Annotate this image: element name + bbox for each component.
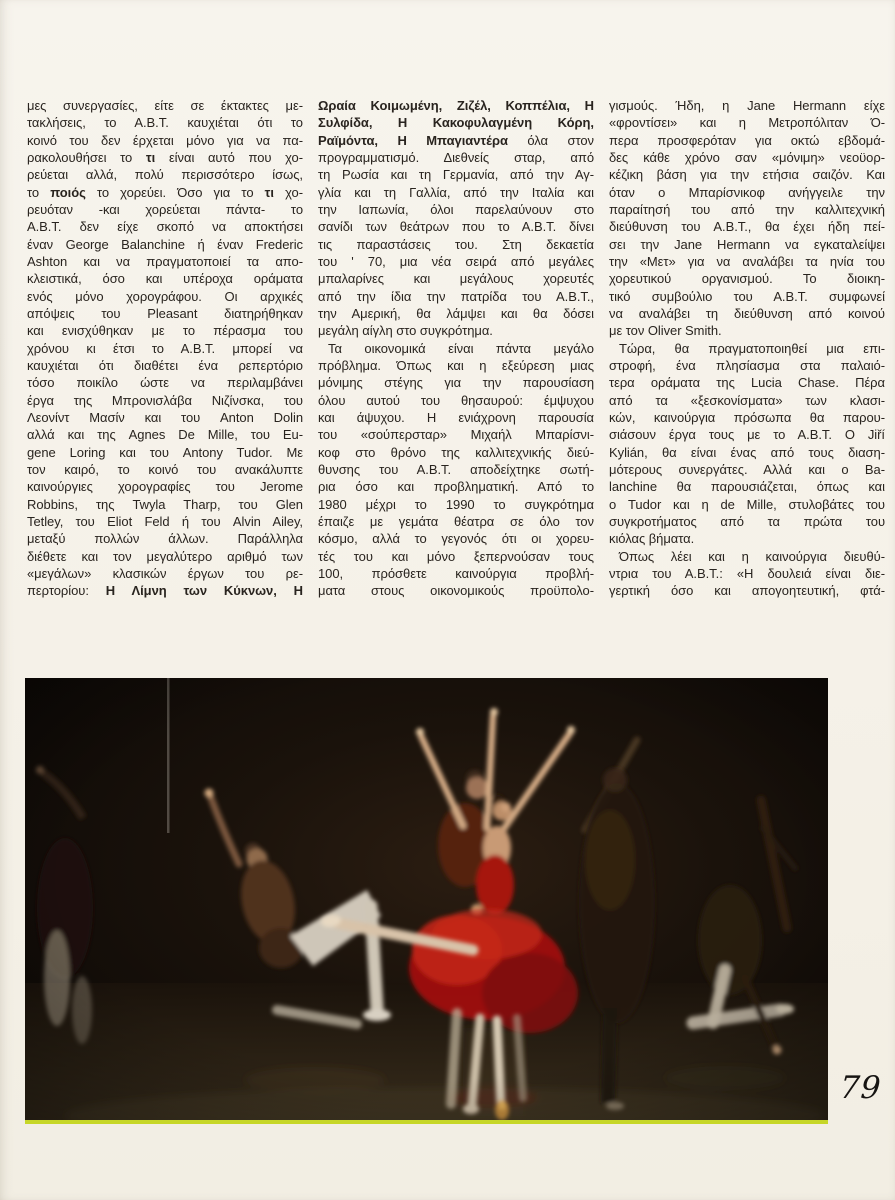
- body-text: χορευτικού οργανισμού. Το διοικη-: [609, 271, 885, 287]
- body-text: στροφή, ένα πλησίασμα στα παλαιό-: [609, 357, 885, 373]
- body-text: τόσο ποικίλο ώστε να περιλαμβάνει: [27, 375, 303, 391]
- body-text: έπαιζε με γεμάτα θέατρα σε όλο τον: [318, 513, 594, 529]
- body-text: συγκροτήματος από τα πρώτα του: [609, 513, 885, 529]
- body-text: ο Tudor και η de Mille, στυλοβάτες του: [609, 496, 885, 512]
- text-line: [609, 184, 885, 201]
- body-text: θυνσης του Α.Β.Τ. αποδείχτηκε σωτή-: [318, 461, 594, 477]
- text-line: [27, 461, 303, 478]
- text-line: [609, 513, 885, 530]
- body-text: δες κάθε χρόνο σαν «μόνιμη» νεοϋορ-: [609, 149, 885, 165]
- body-text: Λεονίντ Μασίν και του Anton Dolin: [27, 409, 303, 425]
- text-line: [609, 478, 885, 495]
- text-line: [27, 236, 303, 253]
- text-line: [609, 582, 885, 599]
- body-text: διεύθυνση του Α.Β.Τ., θα έχει ήδη πεί-: [609, 219, 885, 235]
- text-line: [609, 357, 885, 374]
- body-text: γισμούς. Ήδη, η Jane Hermann είχε: [609, 98, 885, 113]
- text-line: [318, 166, 594, 183]
- text-line: [27, 305, 303, 322]
- text-column-1: [27, 97, 303, 602]
- article-body: [27, 97, 885, 602]
- body-text: παραίτησή του από την καλλιτεχνική: [609, 201, 885, 217]
- body-text: μεταξύ πολλών άλλων. Παράλληλα: [27, 531, 303, 547]
- text-column-3: [609, 97, 885, 602]
- body-text: όλου αυτού του θησαυρού: έμψυχου: [318, 392, 594, 408]
- bold-text: Η Λίμνη των Κύκνων, Η: [105, 583, 303, 599]
- text-line: [609, 132, 885, 149]
- text-line: [27, 184, 303, 201]
- body-text: τη Ρωσία και τη Γερμανία, από την Αγ-: [318, 167, 594, 183]
- body-text: προγραμματισμό. Διεθνείς σταρ, από: [318, 149, 594, 165]
- text-line: [609, 548, 885, 565]
- body-text: να αναλάβει τη διεύθυνση από κοινού: [609, 305, 885, 321]
- body-text: ρευόταν -και χορεύεται πάντα- το: [27, 201, 303, 217]
- body-text: Tetley, του Eliot Feld ή του Alvin Ailey,: [27, 513, 303, 529]
- text-line: [318, 461, 594, 478]
- text-line: [609, 565, 885, 582]
- body-text: ρια όσο και προβληματική. Από το: [318, 479, 594, 495]
- body-text: Kylián, θα είναι ένας από τους διαση-: [609, 444, 885, 460]
- body-text: έναν George Balanchine ή έναν Frederic: [27, 236, 303, 252]
- text-line: [27, 444, 303, 461]
- body-text: σανίδι των θεάτρων που το Α.Β.Τ. δίνει: [318, 219, 594, 235]
- text-line: [27, 97, 303, 114]
- body-text: Τα οικονομικά είναι πάντα μεγάλο: [328, 340, 594, 356]
- text-line: [609, 97, 885, 114]
- body-text: διέθετε και τον μεγαλύτερο αριθμό των: [27, 548, 303, 564]
- text-line: [318, 357, 594, 374]
- text-column-2: [318, 97, 594, 602]
- body-text: περτορίου:: [27, 583, 106, 599]
- body-text: κών, καινούργια πρόσωπα θα παρου-: [609, 409, 885, 425]
- text-line: [609, 166, 885, 183]
- body-text: Α.Β.Τ. δεν είχε σκοπό να αποκτήσει: [27, 219, 303, 235]
- text-line: [609, 409, 885, 426]
- text-line: [318, 496, 594, 513]
- body-text: ρακολουθήσει το: [27, 149, 146, 165]
- text-line: [27, 322, 303, 339]
- ballet-photo: [25, 678, 828, 1124]
- body-text: καυχιέται ότι διαθέτει ένα ρεπερτόριο: [27, 357, 303, 373]
- body-text: όταν ο Μπαρίσνικοφ ανήγγειλε την: [609, 184, 885, 200]
- body-text: μόνιμης στέγης για την παρουσίαση: [318, 375, 594, 391]
- text-line: [318, 184, 594, 201]
- body-text: κιόλας βήματα.: [609, 531, 695, 547]
- text-line: [318, 288, 594, 305]
- text-line: [27, 513, 303, 530]
- text-line: [27, 132, 303, 149]
- text-line: [27, 478, 303, 495]
- body-text: γερτική όσο και απογοητευτική, φτά-: [609, 583, 885, 599]
- body-text: Όπως λέει και η καινούργια διευθύ-: [619, 548, 885, 564]
- body-text: την Ιαπωνία, όλοι παρελαύνουν στο: [318, 201, 594, 217]
- photo-vignette: [25, 678, 828, 1124]
- text-line: [609, 426, 885, 443]
- text-line: [318, 426, 594, 443]
- body-text: μες συνεργασίες, είτε σε έκτακτες με-: [27, 98, 303, 113]
- text-line: [318, 236, 594, 253]
- text-line: [318, 253, 594, 270]
- text-line: [27, 166, 303, 183]
- body-text: κοινό του δεν έρχεται μόνο για να πα-: [27, 132, 303, 148]
- text-line: [27, 253, 303, 270]
- body-text: και ενισχύθηκαν με το πέρασμα του: [27, 323, 303, 339]
- text-line: [27, 114, 303, 131]
- body-text: μπαλαρίνες και μεγάλους χορευτές: [318, 271, 594, 287]
- text-line: [27, 374, 303, 391]
- text-line: [609, 270, 885, 287]
- body-text: το χορεύει. Όσο για το: [85, 184, 265, 200]
- body-text: από την ίδια την πατρίδα του Α.Β.Τ.,: [318, 288, 594, 304]
- text-line: [27, 357, 303, 374]
- text-line: [609, 496, 885, 513]
- body-text: «μεγάλων» κλασικών έργων του ρε-: [27, 565, 303, 581]
- bold-text: τι: [264, 184, 274, 200]
- text-line: [27, 340, 303, 357]
- text-line: [318, 218, 594, 235]
- text-line: [318, 548, 594, 565]
- body-text: έργα της Μπρονισλάβα Νιζίνσκα, του: [27, 392, 303, 408]
- bold-text: Συλφίδα, Η Κακοφυλαγμένη Κόρη,: [318, 115, 594, 131]
- body-text: αλλά και της Agnes De Mille, του Eu-: [27, 427, 303, 443]
- text-line: [609, 322, 885, 339]
- text-line: [27, 201, 303, 218]
- body-text: τερα οράματα της Lucia Chase. Πέρα: [609, 375, 885, 391]
- body-text: χρόνου κι έτσι το Α.Β.Τ. μπορεί να: [27, 340, 303, 356]
- text-line: [318, 322, 594, 339]
- text-line: [318, 409, 594, 426]
- body-text: τακλήσεις, το Α.Β.Τ. καυχιέται ότι το: [27, 115, 303, 131]
- body-text: ρεύεται αλλά, πολύ περισσότερο ίσως,: [27, 167, 303, 183]
- body-text: κλειστικά, όσο και υπέροχα οράματα: [27, 271, 303, 287]
- text-line: [609, 374, 885, 391]
- text-line: [27, 530, 303, 547]
- body-text: Ashton και να πραγματοποιεί τα απο-: [27, 253, 303, 269]
- text-line: [318, 270, 594, 287]
- text-line: [318, 374, 594, 391]
- text-line: [609, 392, 885, 409]
- body-text: μότερους συνεργάτες. Αλλά και ο Ba-: [609, 461, 885, 477]
- text-line: [318, 582, 594, 599]
- text-line: [318, 340, 594, 357]
- body-text: του «σούπερσταρ» Μιχαήλ Μπαρίσνι-: [318, 427, 594, 443]
- body-text: χο-: [273, 184, 303, 200]
- text-line: [27, 409, 303, 426]
- text-line: [609, 530, 885, 547]
- body-text: gene Loring και του Antony Tudor. Με: [27, 444, 303, 460]
- text-line: [27, 270, 303, 287]
- text-line: [27, 496, 303, 513]
- body-text: από τα «ξεσκονίσματα» των κλασι-: [609, 392, 885, 408]
- photo-bottom-strip: [25, 1120, 828, 1124]
- body-text: περα προσφερόταν για οκτώ εβδομά-: [609, 132, 885, 148]
- text-line: [318, 305, 594, 322]
- text-line: [609, 340, 885, 357]
- body-text: πρόβλημα. Όπως και η εξεύρεση μιας: [318, 357, 594, 373]
- body-text: κόσμο, αλλά το γεγονός ότι οι χορευ-: [318, 531, 594, 547]
- bold-text: Ραϊμόντα, Η Μπαγιαντέρα: [318, 132, 508, 148]
- text-line: [609, 288, 885, 305]
- text-line: [609, 461, 885, 478]
- body-text: με τον Oliver Smith.: [609, 323, 722, 339]
- body-text: του ' 70, μια νέα σειρά από μεγάλες: [318, 253, 594, 269]
- body-text: lanchine θα παρουσιάζεται, όπως και: [609, 479, 885, 495]
- text-line: [318, 478, 594, 495]
- body-text: κέζικη βάση για την ετήσια σαιζόν. Και: [609, 167, 885, 183]
- text-line: [318, 132, 594, 149]
- text-line: [27, 426, 303, 443]
- body-text: τικό συμβούλιο του Α.Β.Τ. συμφωνεί: [609, 288, 885, 304]
- body-text: σει την Jane Hermann να εγκαταλείψει: [609, 236, 885, 252]
- body-text: ματα στους οικονομικούς προϋπολο-: [318, 583, 594, 599]
- body-text: Robbins, της Twyla Tharp, του Glen: [27, 496, 303, 512]
- text-line: [609, 305, 885, 322]
- text-line: [318, 149, 594, 166]
- body-text: «φροντίσει» και η Μετροπόλιταν Ό-: [609, 115, 885, 131]
- text-line: [27, 218, 303, 235]
- text-line: [318, 201, 594, 218]
- body-text: 100, πρόσθετε καινούργια προβλή-: [318, 565, 594, 581]
- body-text: ντρια του Α.Β.Τ.: «Η δουλειά είναι διε-: [609, 565, 885, 581]
- text-line: [609, 201, 885, 218]
- body-text: είναι αυτό που χο-: [155, 149, 303, 165]
- body-text: καινούργιες χορογραφίες του Jerome: [27, 479, 303, 495]
- text-line: [609, 218, 885, 235]
- bold-text: ποιός: [50, 184, 86, 200]
- body-text: απόψεις του Pleasant διατηρήθηκαν: [27, 305, 303, 321]
- body-text: ενός μόνο χορογράφου. Οι αρχικές: [27, 288, 303, 304]
- text-line: [27, 288, 303, 305]
- body-text: γλία και τη Γαλλία, από την Ιταλία και: [318, 184, 594, 200]
- body-text: σιάσουν έργα τους με το Α.Β.Τ. Ο Jiří: [609, 427, 885, 443]
- text-line: [318, 565, 594, 582]
- body-text: Τώρα, θα πραγματοποιηθεί μια επι-: [619, 340, 885, 356]
- body-text: τις παραστάσεις του. Στη δεκαετία: [318, 236, 594, 252]
- text-line: [609, 253, 885, 270]
- bold-text: Ωραία Κοιμωμένη, Ζιζέλ, Κοππέλια, Η: [318, 98, 594, 113]
- body-text: και άψυχου. Η ενιάχρονη παρουσία: [318, 409, 594, 425]
- text-line: [609, 236, 885, 253]
- text-line: [318, 114, 594, 131]
- text-line: [27, 149, 303, 166]
- text-line: [27, 582, 303, 599]
- body-text: την Αμερική, θα λάμψει και θα δόσει: [318, 305, 594, 321]
- text-line: [609, 149, 885, 166]
- text-line: [318, 97, 594, 114]
- text-line: [609, 114, 885, 131]
- text-line: [318, 513, 594, 530]
- body-text: το: [27, 184, 51, 200]
- text-line: [318, 444, 594, 461]
- text-line: [27, 565, 303, 582]
- body-text: την «Μετ» για να αναλάβει τα ηνία του: [609, 253, 885, 269]
- text-line: [27, 392, 303, 409]
- body-text: όλα στον: [507, 132, 594, 148]
- bold-text: τι: [145, 149, 156, 165]
- text-line: [318, 530, 594, 547]
- body-text: 1980 μέχρι το 1990 το συγκρότημα: [318, 496, 594, 512]
- page-number: 79: [838, 1070, 883, 1106]
- body-text: τές του και μόνο ξεπερνούσαν τους: [318, 548, 594, 564]
- body-text: τον καιρό, το κοινό του ανακάλυπτε: [27, 461, 303, 477]
- body-text: κοφ στο θρόνο της καλλιτεχνικής διεύ-: [318, 444, 594, 460]
- text-line: [27, 548, 303, 565]
- text-line: [609, 444, 885, 461]
- text-line: [318, 392, 594, 409]
- body-text: μεγάλη αίγλη στο συγκρότημα.: [318, 323, 493, 339]
